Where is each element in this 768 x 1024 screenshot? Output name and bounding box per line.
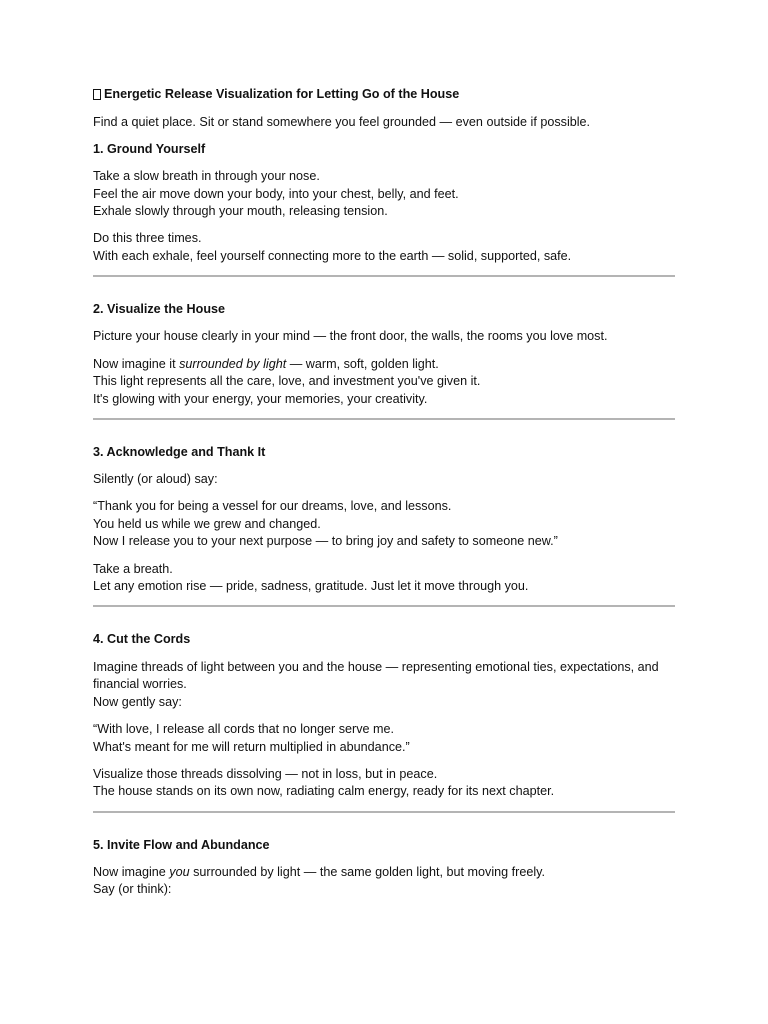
section-heading: 4. Cut the Cords [93, 632, 191, 647]
section-visualize-house [93, 301, 675, 408]
text-line: This light represents all the care, love, and investment you've given it. [93, 374, 481, 389]
section-cut-cords [93, 631, 675, 801]
text-line: What's meant for me will return multiplied in abundance.” [93, 739, 410, 754]
paragraph [93, 168, 675, 221]
section-heading: 2. Visualize the House [93, 302, 226, 317]
text-line: “With love, I release all cords that no longer serve me. [93, 721, 394, 736]
section-acknowledge-thank [93, 444, 675, 596]
text-line: Take a slow breath in through your nose. [93, 168, 320, 183]
document-page [93, 86, 675, 909]
section-invite-flow [93, 837, 675, 899]
paragraph [93, 864, 675, 899]
paragraph [93, 561, 675, 596]
paragraph [93, 356, 675, 409]
emphasis-text: surrounded by light [179, 356, 287, 371]
text-line: Imagine threads of light between you and the house — representing emotional ties, expectations, and financial worries. [93, 659, 659, 692]
emphasis-text: you [169, 864, 190, 879]
text-line: The house stands on its own now, radiating calm energy, ready for its next chapter. [93, 784, 555, 799]
text-run: — warm, soft, golden light. [286, 356, 439, 371]
paragraph [93, 230, 675, 265]
text-line [93, 864, 675, 882]
quote-paragraph [93, 498, 675, 551]
section-heading: 3. Acknowledge and Thank It [93, 444, 266, 459]
section-divider [93, 275, 675, 277]
intro-text: Find a quiet place. Sit or stand somewhere you feel grounded — even outside if possible. [93, 114, 591, 129]
text-run: surrounded by light — the same golden light, but moving freely. [189, 864, 545, 879]
text-line: You held us while we grew and changed. [93, 516, 321, 531]
text-line: “Thank you for being a vessel for our dreams, love, and lessons. [93, 499, 452, 514]
text-line: Now I release you to your next purpose — to bring joy and safety to someone new.” [93, 534, 558, 549]
section-divider [93, 605, 675, 607]
paragraph: Picture your house clearly in your mind — the front door, the walls, the rooms you love most. [93, 329, 608, 344]
text-line: Now gently say: [93, 694, 182, 709]
text-run: Now imagine it [93, 356, 180, 371]
section-ground-yourself [93, 141, 675, 266]
section-heading: 1. Ground Yourself [93, 141, 206, 156]
text-line: Say (or think): [93, 882, 172, 897]
text-line: Visualize those threads dissolving — not in loss, but in peace. [93, 766, 438, 781]
document-title [93, 86, 675, 104]
text-line: It's glowing with your energy, your memories, your creativity. [93, 391, 428, 406]
section-divider [93, 418, 675, 420]
text-line [93, 356, 675, 374]
paragraph [93, 766, 675, 801]
paragraph: Silently (or aloud) say: [93, 472, 218, 487]
text-line: Take a breath. [93, 561, 173, 576]
text-run: Now imagine [93, 864, 170, 879]
text-line: With each exhale, feel yourself connecting more to the earth — solid, supported, safe. [93, 248, 572, 263]
text-line: Do this three times. [93, 231, 202, 246]
section-heading: 5. Invite Flow and Abundance [93, 837, 270, 852]
section-divider [93, 811, 675, 813]
missing-glyph-icon [93, 89, 101, 100]
document-title-text: Energetic Release Visualization for Letting Go of the House [104, 87, 460, 101]
text-line: Feel the air move down your body, into your chest, belly, and feet. [93, 186, 459, 201]
text-line: Let any emotion rise — pride, sadness, gratitude. Just let it move through you. [93, 579, 529, 594]
text-line: Exhale slowly through your mouth, releasing tension. [93, 204, 388, 219]
quote-paragraph [93, 721, 675, 756]
paragraph [93, 659, 675, 712]
